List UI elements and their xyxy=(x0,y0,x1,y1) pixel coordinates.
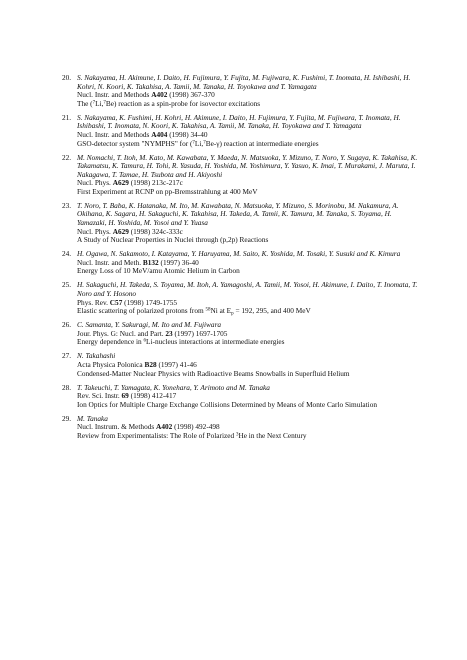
reference-authors: C. Samanta, Y. Sakuragi, M. Ito and M. Fujiwara xyxy=(77,320,222,330)
reference-journal: Nucl. Instr. and Methods A404 (1998) 34-40 xyxy=(77,129,208,139)
reference-journal: Nucl. Instr. and Methods A402 (1998) 367-370 xyxy=(77,90,215,100)
reference-number: 21. xyxy=(62,112,72,122)
reference-volume: 69 xyxy=(121,391,129,401)
reference-authors: S. Nakayama, K. Fushimi, H. Kohri, H. Akimune, I. Daito, H. Fujimura, Y. Fujita, M. Fujiwara, T. Inomata, H. Ishibashi, T. Inomata, N. Koori, K. Takahisa, A. Tamii, M. Tanaka, H. Toyokawa and T. Yamagata xyxy=(77,112,401,131)
reference-volume: 23 xyxy=(165,328,173,338)
reference-authors: N. Takahashi xyxy=(77,351,116,361)
reference-list xyxy=(62,74,422,446)
reference-title: First Experiment at RCNP on pp-Bremsstrahlung at 400 MeV xyxy=(77,186,258,196)
reference-item xyxy=(62,321,422,347)
reference-volume: A629 xyxy=(112,226,129,236)
reference-title: Ion Optics for Multiple Charge Exchange Collisions Determined by Means of Monte Carlo Simulation xyxy=(77,399,378,409)
reference-number: 27. xyxy=(62,351,72,361)
reference-item xyxy=(62,74,422,108)
reference-volume: A402 xyxy=(151,90,168,100)
reference-volume: B28 xyxy=(144,359,157,369)
reference-volume: A402 xyxy=(156,422,173,432)
reference-number: 28. xyxy=(62,382,72,392)
reference-number: 25. xyxy=(62,280,72,290)
reference-item xyxy=(62,384,422,410)
reference-journal: Nucl. Instr. and Meth. B132 (1997) 36-40 xyxy=(77,257,199,267)
reference-journal: Nucl. Phys. A629 (1998) 213c-217c xyxy=(77,178,183,188)
reference-item xyxy=(62,202,422,245)
reference-title: GSO-detector system "NYMPHS" for ($^7$Li,$^7$Be-γ) reaction at intermediate energies xyxy=(77,138,319,148)
reference-authors: M. Tanaka xyxy=(77,413,108,423)
reference-authors: H. Sakaguchi, H. Takeda, S. Toyama, M. Itoh, A. Yamagoshi, A. Tamii, M. Yosoi, H. Akimune, I. Daito, T. Inomata, T. Noro and Y. Hosono xyxy=(77,280,418,299)
reference-number: 24. xyxy=(62,249,72,259)
reference-item xyxy=(62,250,422,276)
reference-volume: A404 xyxy=(151,129,168,139)
reference-number: 29. xyxy=(62,413,72,423)
reference-item xyxy=(62,281,422,315)
reference-number: 20. xyxy=(62,73,72,82)
reference-authors: H. Ogawa, N. Sakamoto, I. Katayama, Y. Haruyama, M. Saito, K. Yoshida, M. Tosaki, Y. Susuki and K. Kimura xyxy=(77,249,401,259)
reference-title: Energy Loss of 10 MeV/amu Atomic Helium in Carbon xyxy=(77,266,240,276)
reference-item xyxy=(62,415,422,441)
reference-item xyxy=(62,154,422,197)
reference-item xyxy=(62,114,422,148)
reference-title: Condensed-Matter Nuclear Physics with Radioactive Beams Snowballs in Superfluid Helium xyxy=(77,368,350,378)
reference-journal: Nucl. Instrum. & Methods A402 (1998) 492-498 xyxy=(77,422,220,432)
reference-number: 23. xyxy=(62,200,72,210)
reference-journal: Phys. Rev. C57 (1998) 1749-1755 xyxy=(77,297,178,307)
reference-volume: A629 xyxy=(112,178,129,188)
reference-authors: T. Takeuchi, T. Yamagata, K. Yonehara, Y. Arimoto and M. Tanaka xyxy=(77,382,270,392)
reference-title: The ($^7$Li,$^7$Be) reaction as a spin-probe for isovector excitations xyxy=(77,98,261,108)
reference-item xyxy=(62,352,422,378)
reference-authors: S. Nakayama, H. Akimune, I. Daito, H. Fujimura, Y. Fujita, M. Fujiwara, K. Fushimi, T. Inomata, H. Ishibashi, H. Kohri, N. Koori, K. Takahisa, A. Tamii, M. Tanaka, H. Toyokawa and T. Yamagata xyxy=(77,73,411,91)
reference-title: Energy dependence in $^6$Li-nucleus interactions at intermediate energies xyxy=(77,337,285,347)
reference-volume: B132 xyxy=(142,257,159,267)
reference-title: Review from Experimentalists: The Role of Polarized $^3$He in the Next Century xyxy=(77,430,307,440)
reference-authors: T. Noro, T. Baba, K. Hatanaka, M. Ito, M. Kawabata, N. Matsuoka, Y. Mizuno, S. Morinobu, M. Nakamura, A. Okihana, K. Sagara, H. Sakaguchi, K. Takahisa, H. Takeda, A. Tamii, K. Tamura, M. Tanaka, S. Toyama, H. Yamazaki, H. Yoshida, M. Yosoi and Y. Yuasa xyxy=(77,200,399,228)
reference-number: 22. xyxy=(62,152,72,162)
reference-title: Elastic scattering of polarized protons from $^{58}$Ni at $E_p = 192$, 295, and 400 MeV xyxy=(77,306,311,317)
reference-authors: M. Nomachi, T. Itoh, M. Kato, M. Kawabata, Y. Maeda, N. Matsuoka, Y. Mizuno, T. Noro, Y. Sugaya, K. Takahisa, K. Takamatsu, K. Tamura, H. Tohi, R. Yasuda, H. Yoshida, M. Yoshimura, Y. Yasuo, K. Imai, T. Murakami, J. Maruta, I. Nakagawa, T. Tamae, H. Tsubota and H. Akiyoshi xyxy=(77,152,418,179)
reference-journal: Nucl. Phys. A629 (1998) 324c-333c xyxy=(77,226,183,236)
reference-volume: C57 xyxy=(109,297,123,307)
reference-title: A Study of Nuclear Properties in Nuclei through (p,2p) Reactions xyxy=(77,235,269,245)
reference-journal: Rev. Sci. Instr. 69 (1998) 412-417 xyxy=(77,391,177,401)
reference-number: 26. xyxy=(62,320,72,330)
reference-journal: Jour. Phys. G: Nucl. and Part. 23 (1997) 1697-1705 xyxy=(77,328,228,338)
reference-journal: Acta Physica Polonica B28 (1997) 41-46 xyxy=(77,359,197,369)
